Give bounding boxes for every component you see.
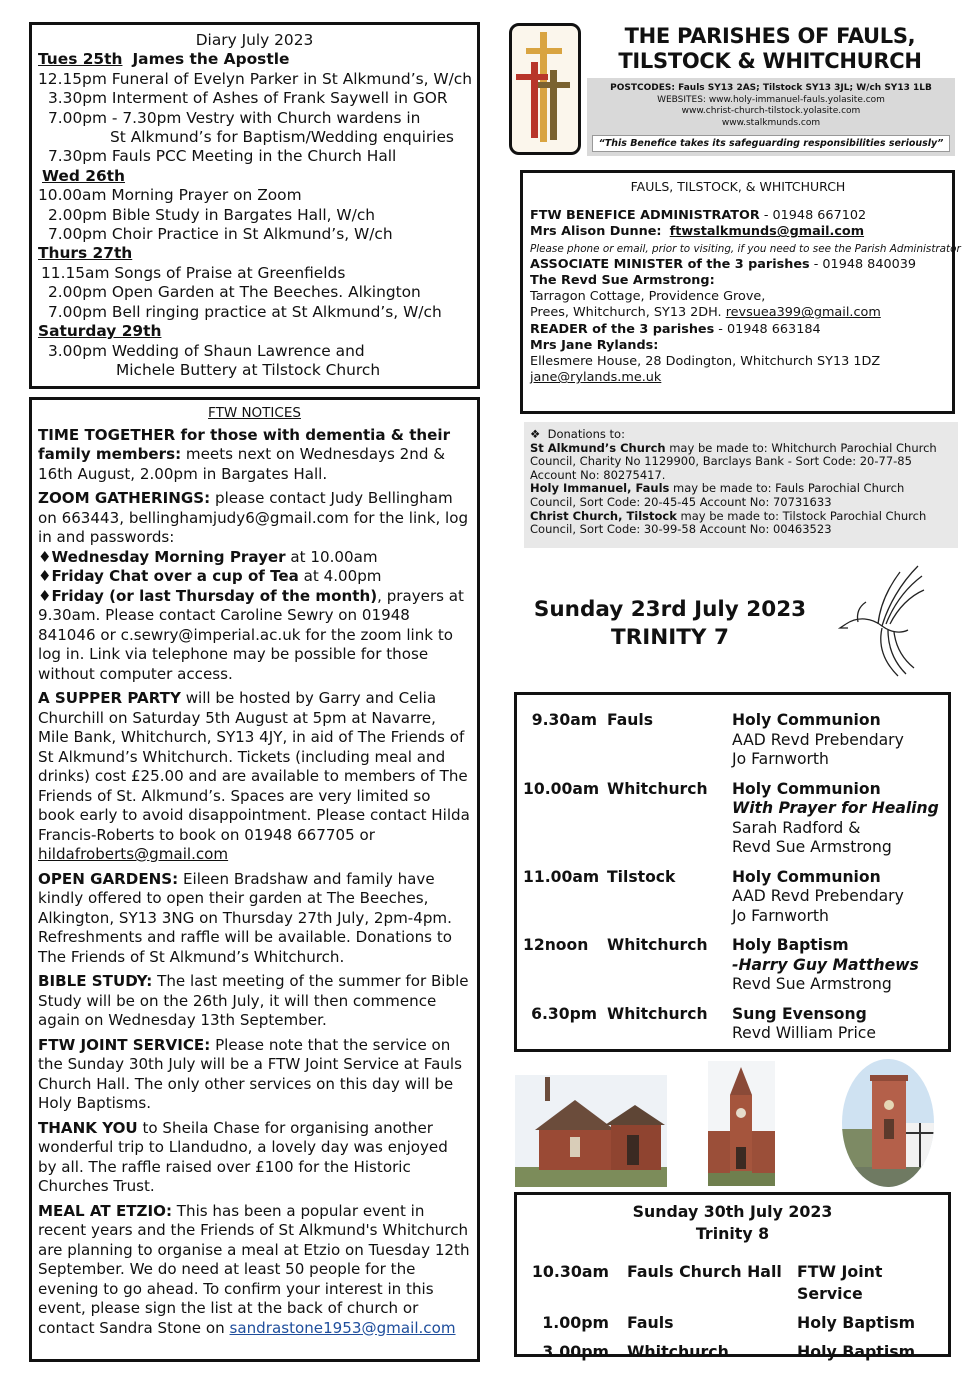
diary-entry: St Alkmund’s for Baptism/Wedding enquiries bbox=[110, 128, 454, 147]
service-row: 12noon Whitchurch Holy Baptism -Harry Guy Matthews Revd Sue Armstrong bbox=[523, 936, 919, 993]
admin-note: Please phone or email, prior to visiting, if you need to see the Parish Administrator bbox=[530, 242, 961, 255]
diary-entry: 11.15am Songs of Praise at Greenfields bbox=[41, 263, 346, 282]
notice-open-gardens: OPEN GARDENS: Eileen Bradshaw and family have kindly offered to open their garden at The Beeches, Alkington, SY13 3NG on Thursday 27th July, 2pm-4pm. Refreshments and raffle will be available. Donations to The Friends of St Alkmund’s Whitchurch. bbox=[38, 869, 452, 966]
diary-day-sat: Saturday 29th bbox=[38, 322, 162, 341]
tilstock-church-image bbox=[708, 1061, 775, 1186]
notices-title: FTW NOTICES bbox=[208, 405, 301, 421]
diary-entry: 7.00pm - 7.30pm Vestry with Church wardens in bbox=[48, 108, 421, 127]
service-row: 10.30am Fauls Church Hall FTW Joint Service bbox=[531, 1262, 883, 1303]
associate-label: ASSOCIATE MINISTER of the 3 parishes bbox=[530, 256, 810, 272]
donations-box bbox=[524, 422, 958, 548]
diamond-bullet-icon: ♦ bbox=[38, 586, 52, 605]
notice-zoom: ZOOM GATHERINGS: please contact Judy Bellingham on 663443, bellinghamjudy6@gmail.com for the link, log in and passwords: bbox=[38, 489, 469, 546]
diary-entry: 3.00pm Wedding of Shaun Lawrence and bbox=[48, 341, 365, 360]
diary-day-wed: Wed 26th bbox=[42, 166, 125, 185]
st-alkmunds-church-image bbox=[842, 1059, 934, 1187]
service-row: 10.00am Whitchurch Holy Communion With Prayer for Healing Sarah Radford & Revd Sue Armstrong bbox=[523, 779, 939, 856]
header-info bbox=[587, 78, 955, 156]
donation-holy-immanuel: Holy Immanuel, Fauls may be made to: Fauls Parochial Church Council, Sort Code: 20-45-45 Account No: 70731633 bbox=[530, 481, 905, 509]
reader-name: Mrs Jane Rylands: bbox=[530, 337, 659, 353]
admin-label: FTW BENEFICE ADMINISTRATOR bbox=[530, 208, 760, 224]
four-diamond-icon: ❖ bbox=[530, 427, 541, 441]
reader-email-link[interactable]: jane@rylands.me.uk bbox=[530, 370, 662, 386]
diary-entry: 2.00pm Open Garden at The Beeches. Alkington bbox=[48, 283, 421, 302]
service-row: 1.00pm Fauls Holy Baptism bbox=[542, 1313, 916, 1332]
notice-time-together: TIME TOGETHER for those with dementia & their family members: meets next on Wednesdays 2nd & 16th August, 2.00pm in Bargates Hall. bbox=[38, 425, 451, 483]
admin-name: Mrs Alison Dunne: bbox=[530, 224, 662, 240]
notice-thank-you: THANK YOU to Sheila Chase for organising another wonderful trip to Llandudno, a lovely day was enjoyed by all. The raffle raised over £100 for the Historic Churches Trust. bbox=[38, 1118, 448, 1195]
sunday2-date: Sunday 30th July 2023 bbox=[632, 1202, 833, 1221]
donation-christ-church: Christ Church, Tilstock may be made to: Tilstock Parochial Church Council, Sort Code: 30-99-58 Account No: 00463523 bbox=[530, 508, 927, 537]
fauls-church-image bbox=[515, 1075, 667, 1187]
admin-email-link[interactable]: ftwstalkmunds@gmail.com bbox=[669, 224, 865, 240]
notice-bible-study: BIBLE STUDY: The last meeting of the summer for Bible Study will be on the 26th July, it will then commence again on Wednesday 13th September. bbox=[38, 972, 469, 1029]
sunday-date: Sunday 23rd July 2023 bbox=[533, 597, 807, 622]
dove-icon bbox=[838, 562, 926, 680]
diary-day-thu: Thurs 27th bbox=[38, 244, 133, 263]
diary-box bbox=[29, 22, 480, 389]
crosses-logo-icon bbox=[509, 23, 581, 155]
associate-email-link[interactable]: revsuea399@gmail.com bbox=[725, 305, 881, 321]
service-row: 11.00am Tilstock Holy Communion AAD Revd Prebendary Jo Farnworth bbox=[523, 867, 904, 925]
donation-st-alkmunds: St Alkmund’s Church may be made to: Whitchurch Parochial Church Council, Charity No 1129900, Barclays Bank - Sort Code: 20-77-85 Account No: 80275417. bbox=[530, 440, 937, 482]
diary-entry: Michele Buttery at Tilstock Church bbox=[116, 360, 381, 379]
diary-entry: 7.00pm Choir Practice in St Alkmund’s, W/ch bbox=[48, 225, 393, 244]
diary-title: Diary July 2023 bbox=[195, 31, 314, 49]
reader-address: Ellesmere House, 28 Dodington, Whitchurch SY13 1DZ bbox=[530, 354, 881, 370]
diary-entry: 7.00pm Bell ringing practice at St Alkmund’s, W/ch bbox=[48, 302, 442, 321]
contacts-box: FAULS, TILSTOCK, & WHITCHURCH FTW BENEFICE ADMINISTRATOR - 01948 667102 Mrs Alison Dunne: ftwstalkmunds@gmail.com Please phone or email, prior to visiting, if you need to see the Parish Administrator ASSOCIATE MINISTER of the 3 parishes - 01948 840039 The Revd Sue Armstrong: Tarragon Cottage, Providence Grove, Prees, Whitchurch, SY13 2DH. revsuea399@gmail.com READER of the 3 parishes - 01948 663184 Mrs Jane Rylands: Ellesmere House, 28 Dodington, Whitchurch SY13 1DZ jane@rylands.me.uk bbox=[520, 170, 955, 414]
meal-email-link[interactable]: sandrastone1953@gmail.com bbox=[229, 1318, 456, 1337]
zoom-bullet: ♦Wednesday Morning Prayer at 10.00am bbox=[38, 547, 378, 566]
notices-box bbox=[29, 397, 480, 1362]
postcodes: POSTCODES: Fauls SY13 2AS; Tilstock SY13 3JL; W/ch SY13 1LB bbox=[610, 83, 932, 93]
zoom-bullet: ♦Friday Chat over a cup of Tea at 4.00pm bbox=[38, 567, 382, 585]
contacts-title: FAULS, TILSTOCK, & WHITCHURCH bbox=[630, 179, 846, 194]
sunday2-name: Trinity 8 bbox=[695, 1224, 770, 1243]
diary-entry: 3.30pm Interment of Ashes of Frank Saywell in GOR bbox=[48, 89, 448, 108]
website-3[interactable]: www.stalkmunds.com bbox=[721, 117, 821, 128]
diary-entry: 7.30pm Fauls PCC Meeting in the Church Hall bbox=[48, 147, 397, 166]
diary-entry: 12.15pm Funeral of Evelyn Parker in St Alkmund’s, W/ch bbox=[38, 69, 473, 88]
website-1[interactable]: WEBSITES: www.holy-immanuel-fauls.yolasite.com bbox=[657, 94, 885, 105]
sunday-name: TRINITY 7 bbox=[611, 625, 729, 650]
reader-label: READER of the 3 parishes bbox=[530, 321, 715, 337]
website-2[interactable]: www.christ-church-tilstock.yolasite.com bbox=[681, 106, 861, 116]
service-row: 6.30pm Whitchurch Sung Evensong Revd William Price bbox=[531, 1004, 876, 1042]
associate-address: Tarragon Cottage, Providence Grove, bbox=[530, 289, 766, 305]
service-row: 9.30am Fauls Holy Communion AAD Revd Prebendary Jo Farnworth bbox=[531, 711, 904, 768]
diary-entry: 2.00pm Bible Study in Bargates Hall, W/ch bbox=[48, 205, 376, 224]
notice-joint-service: FTW JOINT SERVICE: Please note that the service on the Sunday 30th July will be a FTW Joint Service at Fauls Church Hall. The only other services on this day will be Holy Baptisms. bbox=[38, 1035, 462, 1112]
header-title: THE PARISHES OF FAULS, TILSTOCK & WHITCHURCH bbox=[618, 24, 922, 73]
notice-supper: A SUPPER PARTY will be hosted by Garry and Celia Churchill on Saturday 5th August at 5pm at Navarre, Mile Bank, Whitchurch, SY13 4JY, in aid of The Friends of St Alkmund’s Whitchurch. Tickets (including meal and drinks) cost £25.00 and are available to members of The Friends of St. Alkmund’s. Spaces are very limited so book early to avoid disappointment. Please contact Hilda Francis-Roberts to book on 01948 667705 or hildafroberts@gmail.com bbox=[38, 689, 470, 863]
services-table-2 bbox=[514, 1192, 951, 1361]
service-row: 3.00pm Whitchurch Holy Baptism bbox=[542, 1342, 916, 1361]
safeguarding-statement: “This Benefice takes its safeguarding responsibilities seriously” bbox=[592, 135, 950, 152]
supper-email-link[interactable]: hildafroberts@gmail.com bbox=[38, 845, 229, 863]
zoom-bullet: ♦Friday (or last Thursday of the month), prayers at 9.30am. Please contact Caroline Sewry on 01948 841046 or c.sewry@imperial.ac.uk for the zoom link to log in. Link via telephone may be possible for those without computer access. bbox=[38, 586, 464, 683]
diamond-bullet-icon: ♦ bbox=[38, 547, 52, 566]
notice-meal: MEAL AT ETZIO: This has been a popular event in recent years and the Friends of St Alkmund's Whitchurch are planning to organise a meal at Etzio on Tuesday 12th September. We do need at least 50 people for the evening to go ahead. To confirm your interest in this event, please sign the list at the back of church or contact Sandra Stone on sandrastone1953@gmail.com bbox=[38, 1201, 470, 1337]
associate-name: The Revd Sue Armstrong: bbox=[530, 273, 715, 289]
diary-entry: 10.00am Morning Prayer on Zoom bbox=[38, 186, 302, 205]
sunday-headline bbox=[520, 596, 820, 652]
diary-day-tue: Tues 25th bbox=[38, 50, 123, 69]
donations-head: Donations to: bbox=[547, 427, 625, 441]
diary-saint: James the Apostle bbox=[132, 50, 290, 69]
services-table-1 bbox=[514, 692, 951, 1052]
diamond-bullet-icon: ♦ bbox=[38, 567, 52, 585]
